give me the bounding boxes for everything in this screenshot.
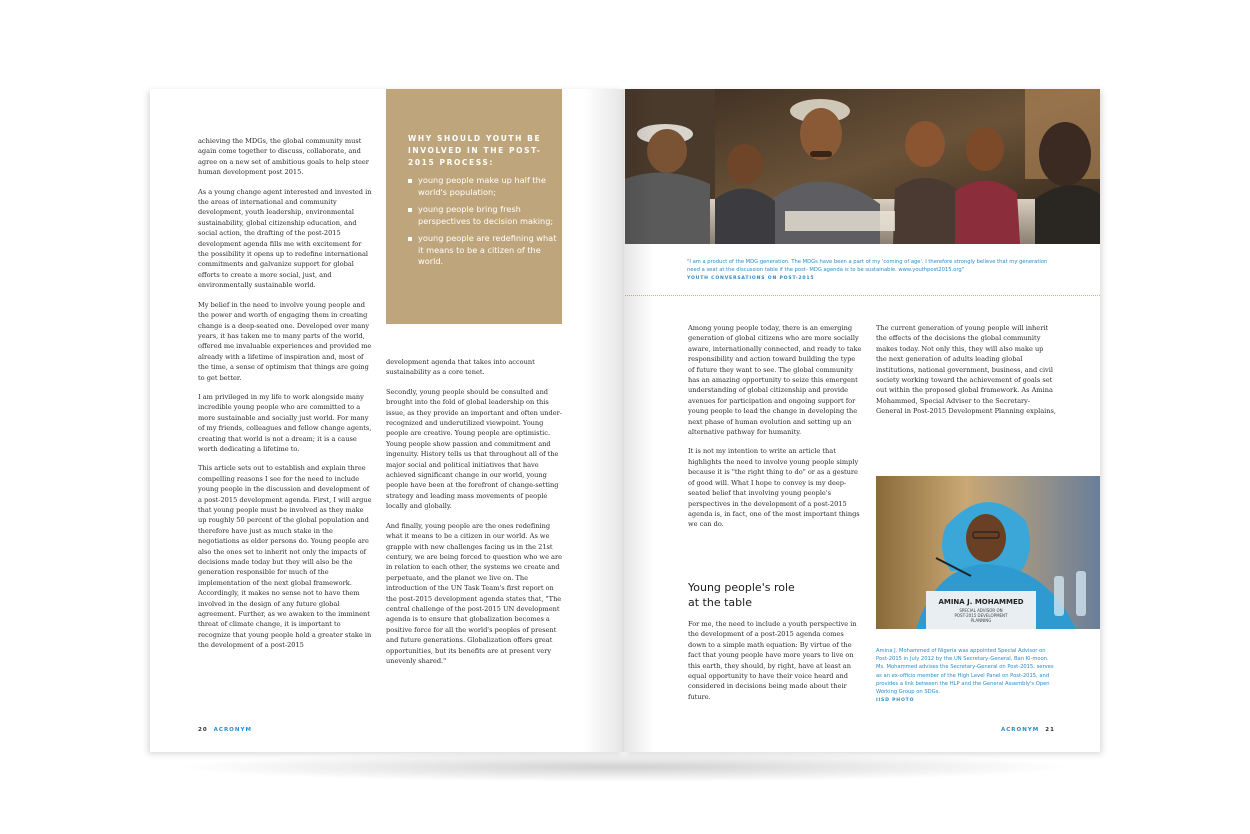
- sidebar-heading: WHY SHOULD YOUTH BE INVOLVED IN THE POST-2015 PROCESS:: [408, 134, 542, 167]
- folio-left: [198, 727, 252, 733]
- youth-discussion-photo: [625, 89, 1100, 244]
- caption-text: Amina J. Mohammed of Nigeria was appointed Special Advisor on Post-2015 in July 2012 by the UN Secretary-General, Ban Ki-moon. Ms. Mohammed advises the Secretary-General on Post-2015, serves as an ex-officio member of the High Level Panel on Post-2015, and provides a link between the HLP and the General Assembly's Open Working Group on SDGs.: [876, 648, 1054, 696]
- left-page: [150, 89, 624, 752]
- paragraph: Among young people today, there is an emerging generation of global citizens who are more socially aware, internationally connected, and ready to take responsibility and action toward building the type of future they want to see. The global community has an amazing opportunity to seize this emergent understanding of global citizenship and provide avenues for participation and ongoing support for young people to lead the change in developing the next phase of human evolution and setting up an alternative pathway for humanity.: [688, 324, 862, 437]
- list-item: young people are redefining what it means to be a citizen of the world.: [408, 233, 558, 268]
- paragraph: development agenda that takes into account sustainability as a core tenet.: [386, 358, 535, 377]
- caption-credit: YOUTH CONVERSATIONS ON POST-2015: [687, 276, 815, 281]
- paragraph: Secondly, young people should be consulted and brought into the fold of global leadership on this issue, as they provide an important and often under-recognized and underutilized viewpoint. Young people are creative. Young people are optimistic. Young people show passion and commitment and ingenuity. History tells us that throughout all of the major social and political initiatives that have achieved significant change in our world, young people have been at the forefront of change-setting strategy and leading mass movements of people locally and globally.: [386, 387, 562, 511]
- left-column-2: [386, 357, 564, 675]
- page-number: 20: [198, 727, 208, 733]
- right-column-1-continued: [688, 619, 862, 711]
- page-number: 21: [1045, 727, 1055, 733]
- paragraph: I am privileged in my life to work alongside many incredible young people who are committed to a more sustainable and socially just world. For many of my friends, colleagues and fellow change agents, creating that world is not a dream; it is a cause worth dedicating a lifetime to.: [198, 392, 372, 453]
- photo-illustration: [625, 89, 1100, 244]
- list-item: young people bring fresh perspectives to decision making;: [408, 204, 558, 227]
- caption-quote: "I am a product of the MDG generation. The MDGs have been a part of my 'coming of age'. I therefore strongly believe that my generation need a seat at the discussion table if the post- MDG agenda is to be sustainable. www.youthpost2015.org": [687, 259, 1048, 273]
- paragraph: My belief in the need to involve young people and the power and worth of engaging them in creating change is a deep-seated one. Developed over many years, it has taken me to many parts of the world, offered me invaluable experiences and provided me already with a lifetime of inspiration and, most of the time, a sense of optimism that things are going to get better.: [198, 300, 372, 382]
- paragraph: For me, the need to include a youth perspective in the development of a post-2015 agenda comes down to a simple math equation: By virtue of the fact that young people have more years to live on this earth, they should, by right, have at least an equal opportunity to have their voice heard and considered in decisions being made about their future.: [688, 620, 857, 701]
- sidebar-list: [408, 175, 558, 274]
- paragraph: As a young change agent interested and invested in the areas of international and community development, youth leadership, environmental sustainability, global citizenship education, and social action, the drafting of the post-2015 development agenda fills me with excitement for the possibility it opens up to redefine international commitments and galvanize support for global efforts to create a more social, just, and environmentally sustainable world.: [198, 187, 372, 290]
- paragraph: This article sets out to establish and explain three compelling reasons I see for the need to include young people in the discussion and development of a post-2015 development agenda. First, I will argue that young people must be involved as they make up roughly 50 percent of the global population and therefore have just as much stake in the negotiations as elder persons do. Young people are also the ones set to inherit not only the impacts of decisions made today but they will also be the generation responsible for much of the implementation of the next global framework. Accordingly, it makes no sense not to have them involved in the design of any future global agreement. Further, as we awaken to the imminent threat of climate change, it is important to recognize that young people hold a greater stake in the development of a post-2015: [198, 464, 372, 650]
- heading-line: Young people's role: [688, 581, 795, 594]
- caption-credit: IISD PHOTO: [876, 698, 915, 704]
- nameplate-name: AMINA J. MOHAMMED: [938, 598, 1024, 606]
- amina-caption: [876, 647, 1056, 705]
- nameplate-title: SPECIAL ADVISOR ON: [959, 608, 1003, 613]
- section-divider: [625, 295, 1100, 296]
- section-heading: [688, 580, 858, 610]
- sidebar-box: [386, 89, 562, 324]
- nameplate-title: PLANNING: [970, 618, 992, 623]
- photo-caption: [687, 258, 1057, 283]
- folio-label: ACRONYM: [1001, 727, 1040, 733]
- right-page: [624, 89, 1100, 752]
- right-column-1: [688, 323, 862, 539]
- nameplate-title: POST-2015 DEVELOPMENT: [954, 613, 1008, 618]
- folio-right: [1001, 727, 1061, 733]
- paragraph: The current generation of young people will inherit the effects of the decisions the global community makes today. Not only this, they will also make up the next generation of adults leading global institutions, national government, business, and civil society working toward the achievement of goals set out within the proposed global framework. As Amina Mohammed, Special Adviser to the Secretary-General in Post-2015 Development Planning explains,: [876, 324, 1056, 416]
- paragraph: It is not my intention to write an article that highlights the need to involve young people simply because it is "the right thing to do" or as a gesture of good will. What I hope to convey is my deep-seated belief that involving young people's perspectives in the development of a post-2015 agenda is, in fact, one of the most important things we can do.: [688, 447, 860, 529]
- right-column-2: [876, 323, 1056, 426]
- amina-mohammed-photo: [876, 476, 1100, 629]
- paragraph: achieving the MDGs, the global community must again come together to discuss, collaborate, and agree on a new set of ambitious goals to help steer human development post 2015.: [198, 137, 369, 177]
- list-item: young people make up half the world's population;: [408, 175, 558, 198]
- gutter-shade: [584, 89, 624, 752]
- gutter-shade: [624, 89, 654, 752]
- heading-line: at the table: [688, 596, 752, 609]
- paragraph: And finally, young people are the ones redefining what it means to be a citizen in our world. As we grapple with new challenges facing us in the 21st century, we are being forced to question who we are in relation to each other, the systems we create and perpetuate, and the planet we live on. The introduction of the UN Task Team's first report on the post-2015 development agenda states that, "The central challenge of the post-2015 UN development agenda is to ensure that globalization becomes a positive force for all the world's peoples of present and future generations. Globalization offers great opportunities, but its benefits are at present very unevenly shared.": [386, 521, 563, 665]
- folio-label: ACRONYM: [213, 727, 252, 733]
- photo-illustration: [876, 476, 1100, 629]
- left-column-1: [198, 136, 374, 660]
- spread-shadow: [175, 752, 1075, 782]
